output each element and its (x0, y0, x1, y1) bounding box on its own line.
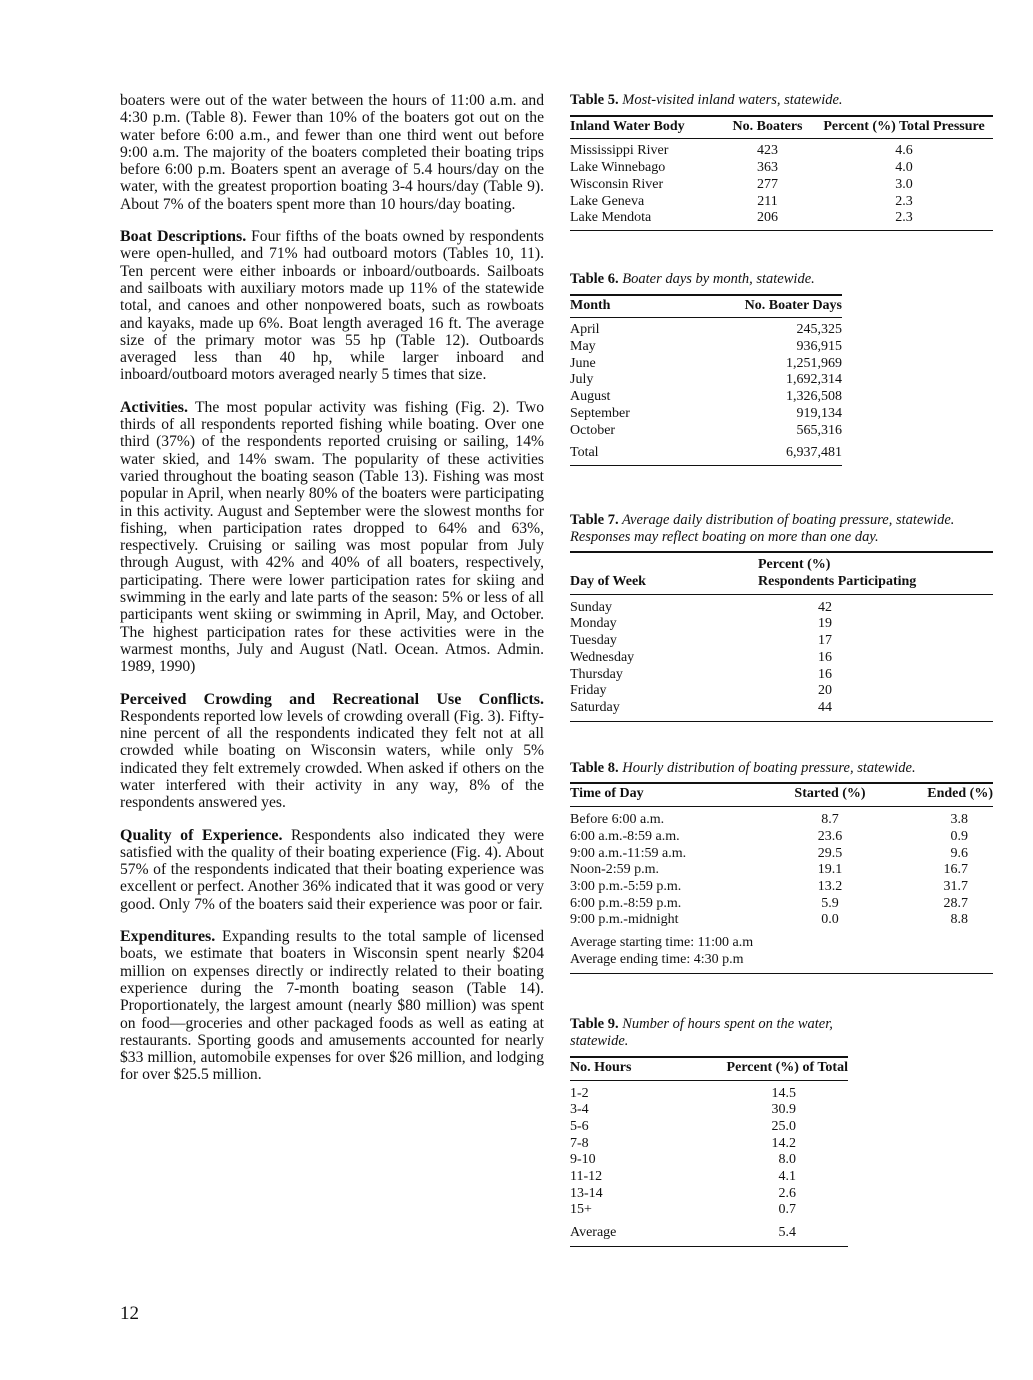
table-body (570, 318, 842, 466)
section-activities (120, 399, 544, 676)
table-row: 1-2 14.5 (570, 1085, 796, 1101)
table-7 (570, 512, 993, 722)
table-caption: Table 8. Hourly distribution of boating pressure, statewide. (570, 759, 916, 776)
table-header-row: No. Hours Percent (%) of Total (570, 1059, 848, 1075)
table-row: Tuesday 17 (570, 633, 832, 649)
intro-paragraph: boaters were out of the water between the hours of 11:00 a.m. and 4:30 p.m. (Table 8). Fewer than 10% of the boaters got out on the water before 6:00 a.m., and fewer than one third went out before 9:00 a.m. The majority of the boaters completed their boating trips before 6:00 p.m. Boaters spent an average of 5.4 hours/day on the water, with the greatest proportion boating 3-4 hours/day (Table 9). About 7% of the boaters spent more than 10 hours/day boating. (120, 92, 544, 213)
table-row: 6:00 p.m.-8:59 p.m. 5.9 28.7 (570, 895, 968, 911)
table-row: Lake Winnebago 363 4.0 (570, 160, 913, 176)
section-text: Expanding results to the total sample of licensed boats, we estimate that boaters in Wisconsin spent nearly $204 million on expenses directly or indirectly related to their boating experience during the 7-month boating season (Table 14). Proportionately, the largest amount (nearly $80 million) was spent on food—groceries and other packaged foods as well as eating at restaurants. Sporting goods and amusements accounted for nearly $33 million, automobile expenses for over $26 million, and lodging for over $25.5 million. (120, 928, 544, 1084)
table-row: Sunday 42 (570, 599, 832, 615)
table-row: May 936,915 (570, 339, 842, 355)
section-heading: Perceived Crowding and Recreational Use Conflicts. (120, 690, 544, 708)
table-row: 7-8 14.2 (570, 1135, 796, 1151)
header-line: Percent (%) (758, 557, 831, 573)
table-row: September 919,134 (570, 405, 842, 421)
table-row: Lake Mendota 206 2.3 (570, 210, 913, 226)
table-row: October 565,316 (570, 422, 842, 438)
table-caption: Table 9. Number of hours spent on the water, statewide. (570, 1016, 833, 1050)
table-caption: Table 6. Boater days by month, statewide. (570, 270, 815, 287)
table-row: April 245,325 (570, 322, 842, 338)
table-body (570, 139, 993, 231)
table-body (570, 1080, 848, 1246)
table-row: Friday 20 (570, 683, 832, 699)
table-8 (570, 760, 993, 975)
table-caption: Table 5. Most-visited inland waters, statewide. (570, 92, 843, 108)
section-text: Four fifths of the boats owned by respondents were open-hulled, and 71% had outboard motors (Tables 10, 11). Ten percent were either inboards or inboard/outboards. Sailboats and sailboats with auxiliary motors made up 11% of the statewide total, and canoes and other nonpowered boats, such as rowboats and kayaks, made up 6%. Boat length averaged 16 ft. The average size of the primary motor was 55 hp (Table 12). Outboards averaged less than 40 hp, while larger inboard and inboard/outboard motors averaged nearly 5 times that size. (120, 228, 544, 384)
table-row: 11-12 4.1 (570, 1169, 796, 1185)
section-heading: Quality of Experience. (120, 826, 283, 844)
table-row: Noon-2:59 p.m. 19.1 16.7 (570, 862, 968, 878)
section-heading: Boat Descriptions. (120, 228, 247, 246)
section-heading: Expenditures. (120, 928, 216, 946)
table-row: Monday 19 (570, 616, 832, 632)
table-header-row: Month No. Boater Days (570, 297, 842, 313)
table-row: 9-10 8.0 (570, 1152, 796, 1168)
table-5 (570, 92, 993, 231)
table-row: 13-14 2.6 (570, 1185, 796, 1201)
section-expenditures (120, 928, 544, 1084)
table-body (570, 594, 993, 721)
section-text: Respondents also indicated they were satisfied with the quality of their boating experience (Fig. 4). About 57% of the respondents indicated that their boating experience was excellent or perfect. Another 36% indicated that it was good or very good. Only 7% of the boaters said their experience was poor or fair. (120, 826, 545, 913)
table-header-row: Inland Water Body No. Boaters Percent (%) Total Pressure (570, 116, 993, 139)
table-row: 15+ 0.7 (570, 1202, 796, 1218)
table-row: Thursday 16 (570, 666, 832, 682)
table-6 (570, 271, 842, 466)
section-heading: Activities. (120, 398, 188, 416)
header-line: Respondents Participating (758, 574, 917, 590)
table-body (570, 807, 993, 974)
table-row: 6:00 a.m.-8:59 a.m. 23.6 0.9 (570, 828, 968, 844)
table-note-row: Average ending time: 4:30 p.m (570, 951, 744, 967)
table-note-row: Average starting time: 11:00 a.m (570, 935, 754, 951)
table-row: Wednesday 16 (570, 649, 832, 665)
table-row: June 1,251,969 (570, 355, 842, 371)
table-row: Lake Geneva 211 2.3 (570, 193, 913, 209)
section-boat-descriptions (120, 228, 544, 384)
table-row: 9:00 a.m.-11:59 a.m. 29.5 9.6 (570, 845, 968, 861)
table-row: 5-6 25.0 (570, 1118, 796, 1134)
table-row: 3-4 30.9 (570, 1102, 796, 1118)
tables-column (570, 92, 993, 1247)
page-number: 12 (120, 1303, 139, 1324)
table-row: 3:00 p.m.-5:59 p.m. 13.2 31.7 (570, 878, 968, 894)
table-row: Saturday 44 (570, 699, 832, 715)
table-row: July 1,692,314 (570, 372, 842, 388)
table-row: Wisconsin River 277 3.0 (570, 176, 913, 192)
section-text: The most popular activity was fishing (Fig. 2). Two thirds of all respondents reported fishing while boating. Over one third (37%) of the respondents reported cruising or sailing, 14% water skied, and 14% swam. The popularity of these activities varied throughout the boating season (Table 13). Fishing was most popular in April, when nearly 80% of the boaters were participating in this activity. August and September were the slowest months for fishing, when participation rates dropped to 64% and 63%, respectively. Cruising or sailing was most popular from July through August, with 42% and 40% of all boaters, respectively, participating. There were lower participation rates for skiing and swimming in the early and late parts of the season: 5% or less of all participants went skiing or swimming in April, May, and October. The highest participation rates for these activities were in the warmest months, July and August (Natl. Ocean. Atmos. Admin. 1989, 1990) (120, 398, 544, 676)
section-text: Respondents reported low levels of crowding overall (Fig. 3). Fifty-nine percent of all the respondents indicated they felt not at all crowded while boating on Wisconsin waters, while only 5% indicated they felt extremely crowded. When asked if others on the water interfered with their activity in any way, 8% of the respondents answered yes. (120, 707, 544, 812)
table-row: 9:00 p.m.-midnight 0.0 8.8 (570, 912, 968, 928)
table-9 (570, 1016, 848, 1246)
table-row: Mississippi River 423 4.6 (570, 143, 913, 159)
table-caption: Table 7. Average daily distribution of boating pressure, statewide. Responses may reflect boating on more than one day. (570, 511, 955, 545)
table-header-row: Time of Day Started (%) Ended (%) (570, 786, 993, 802)
table-total-row: Total 6,937,481 (570, 445, 842, 461)
section-quality (120, 827, 544, 913)
table-row: August 1,326,508 (570, 389, 842, 405)
table-row: Before 6:00 a.m. 8.7 3.8 (570, 812, 968, 828)
section-crowding (120, 691, 544, 812)
body-text-column (120, 92, 544, 1099)
table-header-row: Day of Week Percent (%) Respondents Participating (570, 557, 917, 590)
table-average-row: Average 5.4 (570, 1225, 796, 1241)
